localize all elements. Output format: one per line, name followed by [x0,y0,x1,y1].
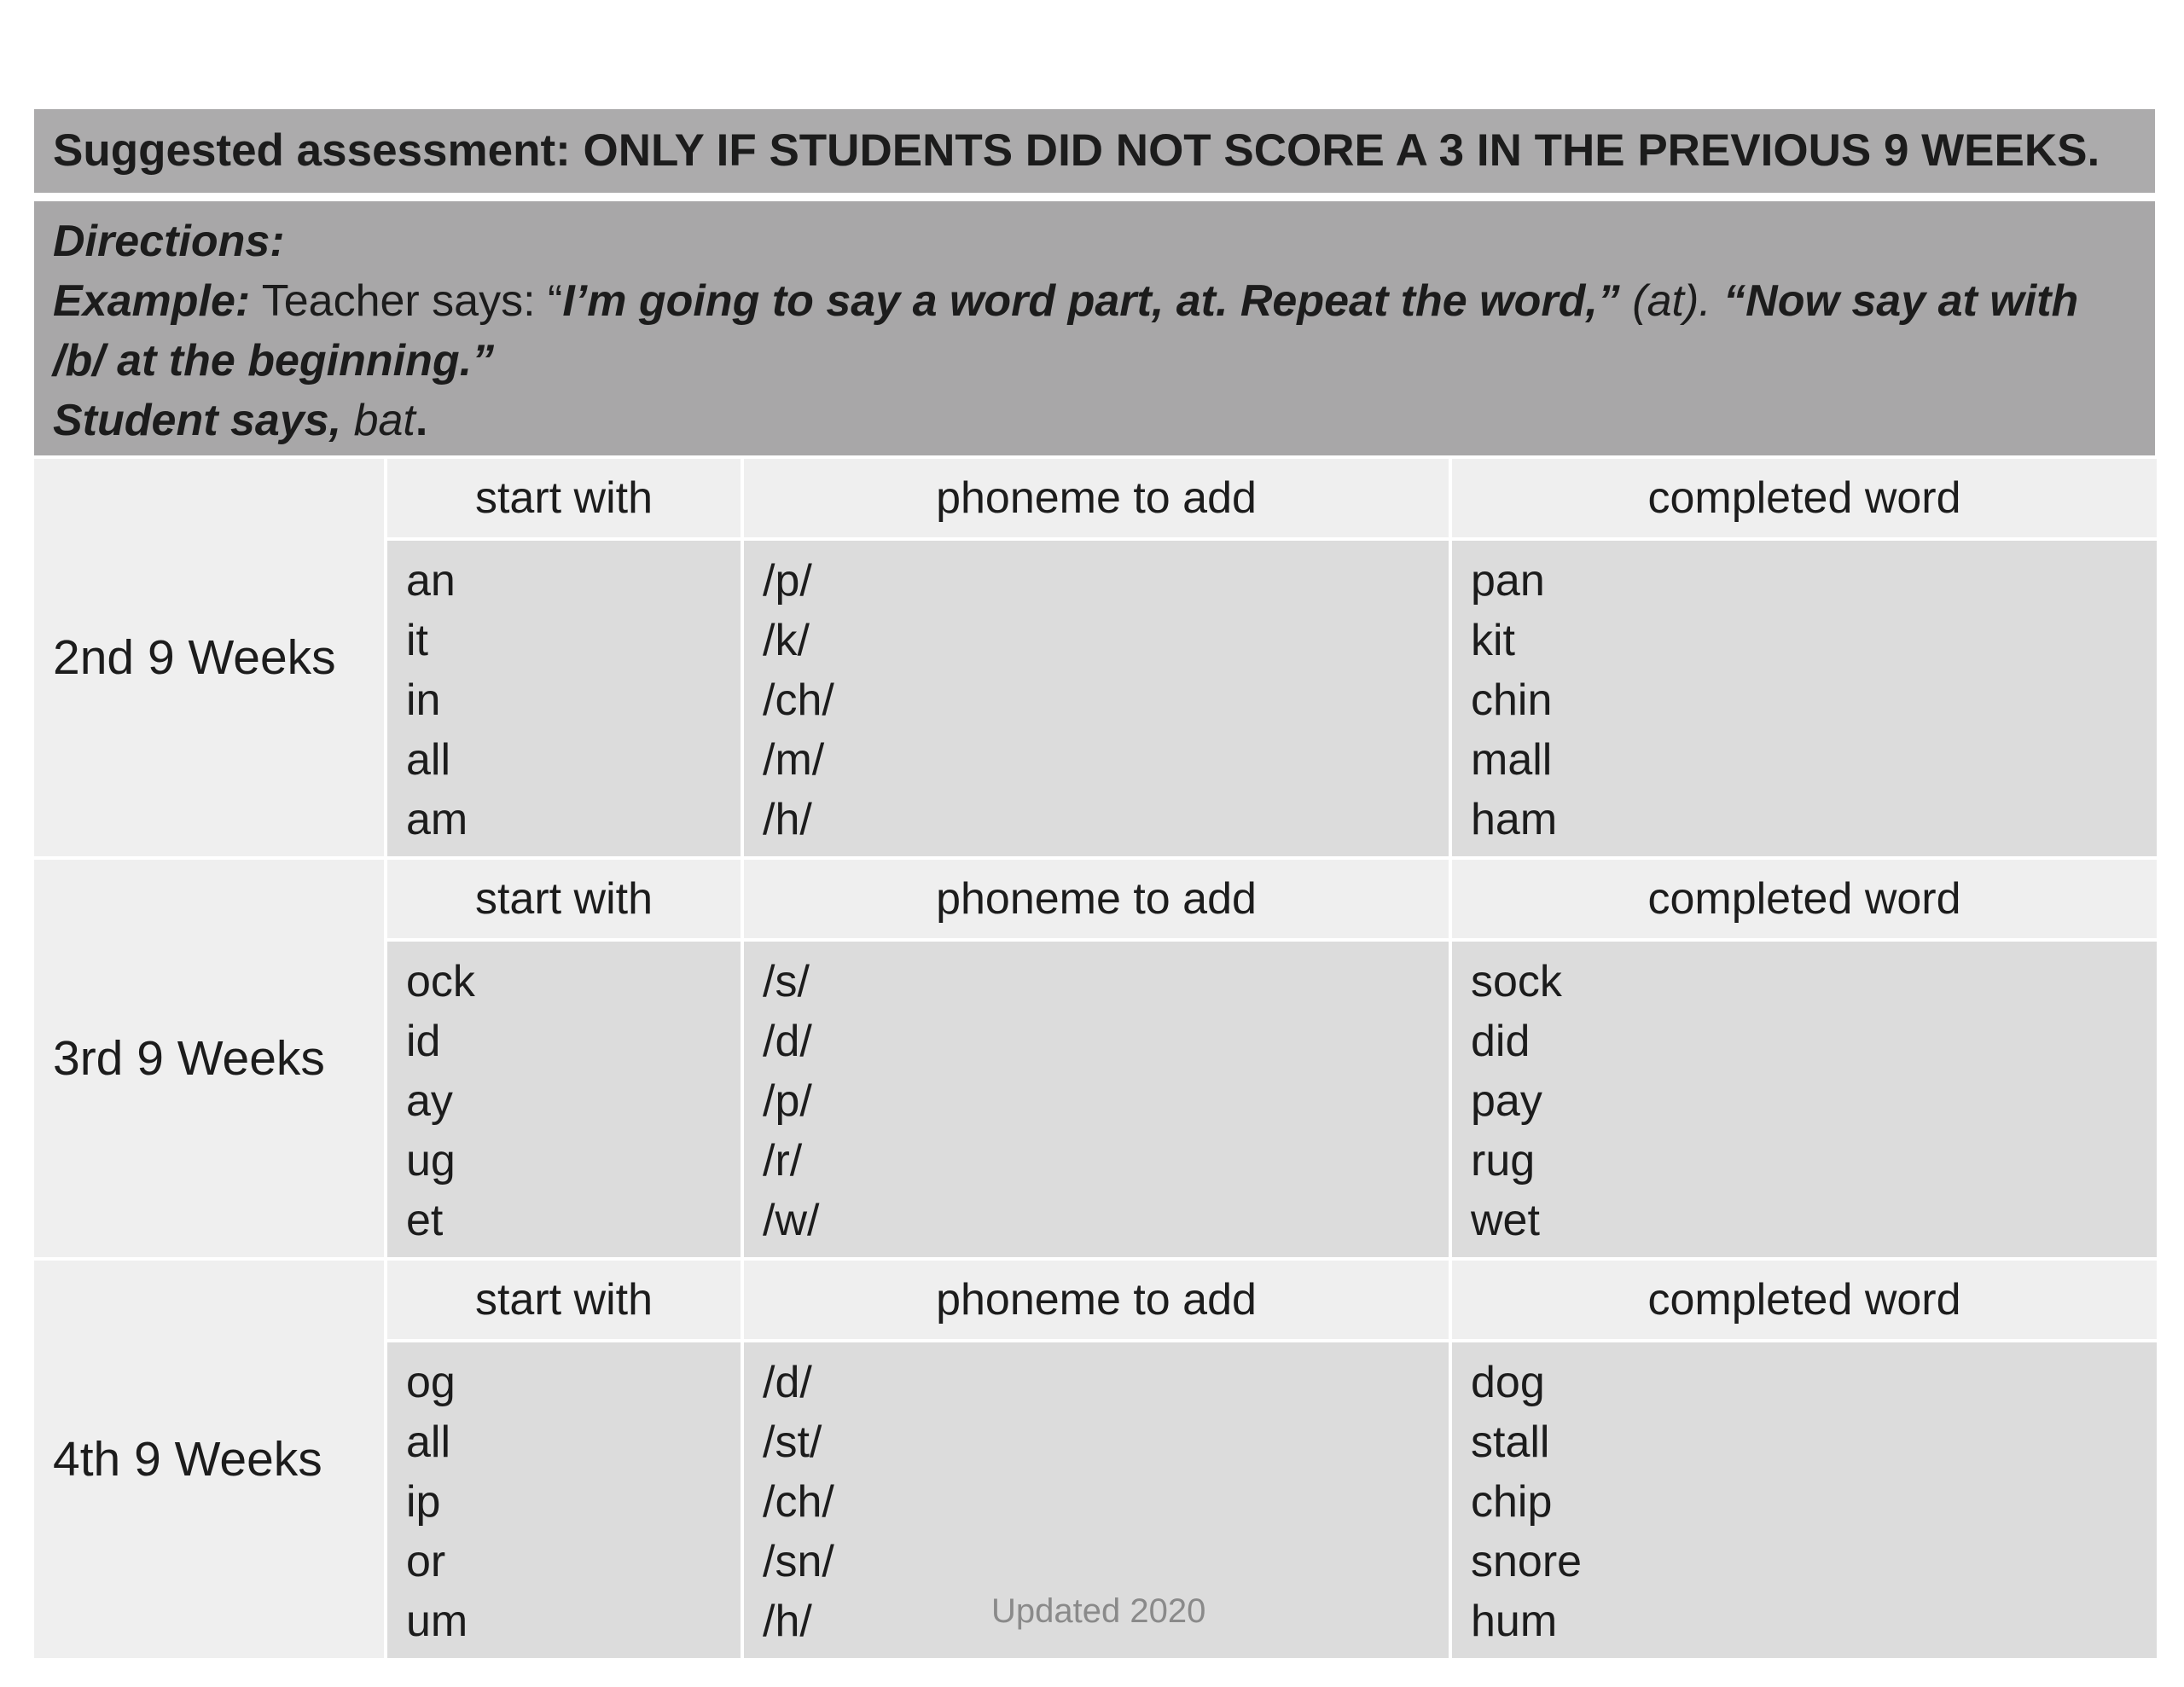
phoneme-item: /st/ [763,1417,822,1467]
at-paren-text: (at). [1619,276,1711,326]
column-header-phoneme-to-add: phoneme to add [744,860,1449,938]
start-with-item: all [406,1417,451,1467]
phoneme-item: /s/ [763,957,810,1006]
directions-box [34,201,2155,455]
completed-word-item: kit [1471,616,1515,665]
column-header-completed-word: completed word [1452,1261,2157,1339]
teacher-quote-2: “Now say at with /b/ at the beginning.” [53,276,2079,386]
period-blocks [34,459,2155,1658]
phoneme-item: /p/ [763,556,812,606]
updated-note: Updated 2020 [991,1592,1206,1630]
student-says-line [53,391,2136,450]
start-with-item: am [406,795,468,844]
phoneme-item: /k/ [763,616,810,665]
completed-word-item: did [1471,1017,1531,1066]
period-label: 3rd 9 Weeks [34,860,384,1257]
completed-word-item: hum [1471,1597,1558,1646]
student-period: . [415,396,428,445]
column-header-completed-word: completed word [1452,860,2157,938]
start-with-item: an [406,556,456,606]
start-with-item: all [406,735,451,785]
completed-word-item: chin [1471,675,1553,725]
completed-word-item: snore [1471,1537,1583,1586]
completed-word-list [1452,541,2157,856]
phoneme-item: /ch/ [763,1477,834,1527]
period-label: 2nd 9 Weeks [34,459,384,856]
directions-example [53,271,2136,391]
phoneme-item: /ch/ [763,675,834,725]
period-block [34,1261,2155,1658]
column-header-phoneme-to-add: phoneme to add [744,1261,1449,1339]
assessment-sheet [34,109,2155,1658]
column-header-completed-word: completed word [1452,459,2157,537]
completed-word-item: wet [1471,1196,1540,1245]
completed-word-item: mall [1471,735,1553,785]
start-with-item: ip [406,1477,441,1527]
start-with-item: um [406,1597,468,1646]
student-word: bat [353,396,415,445]
phoneme-list [744,541,1449,856]
student-says-label: Student says, [53,396,354,445]
phoneme-item: /d/ [763,1358,812,1407]
period-block [34,459,2155,856]
start-with-item: og [406,1358,456,1407]
start-with-item: in [406,675,441,725]
teacher-quote-1: I’m going to say a word part, at. Repeat the word,” [562,276,1620,326]
phoneme-item: /p/ [763,1076,812,1126]
completed-word-item: sock [1471,957,1562,1006]
completed-word-item: chip [1471,1477,1553,1527]
phoneme-item: /h/ [763,1597,812,1646]
completed-word-item: rug [1471,1136,1536,1186]
column-header-start-with: start with [387,1261,741,1339]
phoneme-item: /r/ [763,1136,803,1186]
start-with-item: id [406,1017,441,1066]
column-header-start-with: start with [387,860,741,938]
teacher-says-text: Teacher says: “ [250,276,563,326]
period-block [34,860,2155,1257]
start-with-list [387,541,741,856]
completed-word-item: stall [1471,1417,1550,1467]
phoneme-list [744,942,1449,1257]
completed-word-item: pan [1471,556,1545,606]
example-label: Example: [53,276,251,326]
start-with-item: et [406,1196,444,1245]
assessment-banner: Suggested assessment: ONLY IF STUDENTS DID NOT SCORE A 3 IN THE PREVIOUS 9 WEEKS. [34,109,2155,193]
completed-word-item: dog [1471,1358,1545,1407]
start-with-list [387,1342,741,1658]
phoneme-item: /w/ [763,1196,820,1245]
column-header-start-with: start with [387,459,741,537]
start-with-item: it [406,616,428,665]
phoneme-item: /h/ [763,795,812,844]
phoneme-item: /d/ [763,1017,812,1066]
start-with-item: or [406,1537,446,1586]
start-with-item: ug [406,1136,456,1186]
completed-word-list [1452,942,2157,1257]
completed-word-item: ham [1471,795,1558,844]
column-header-phoneme-to-add: phoneme to add [744,459,1449,537]
directions-heading: Directions: [53,217,285,266]
phoneme-item: /sn/ [763,1537,834,1586]
start-with-item: ay [406,1076,453,1126]
start-with-item: ock [406,957,475,1006]
phoneme-list [744,1342,1449,1658]
period-label: 4th 9 Weeks [34,1261,384,1658]
phoneme-item: /m/ [763,735,825,785]
completed-word-list [1452,1342,2157,1658]
completed-word-item: pay [1471,1076,1542,1126]
start-with-list [387,942,741,1257]
